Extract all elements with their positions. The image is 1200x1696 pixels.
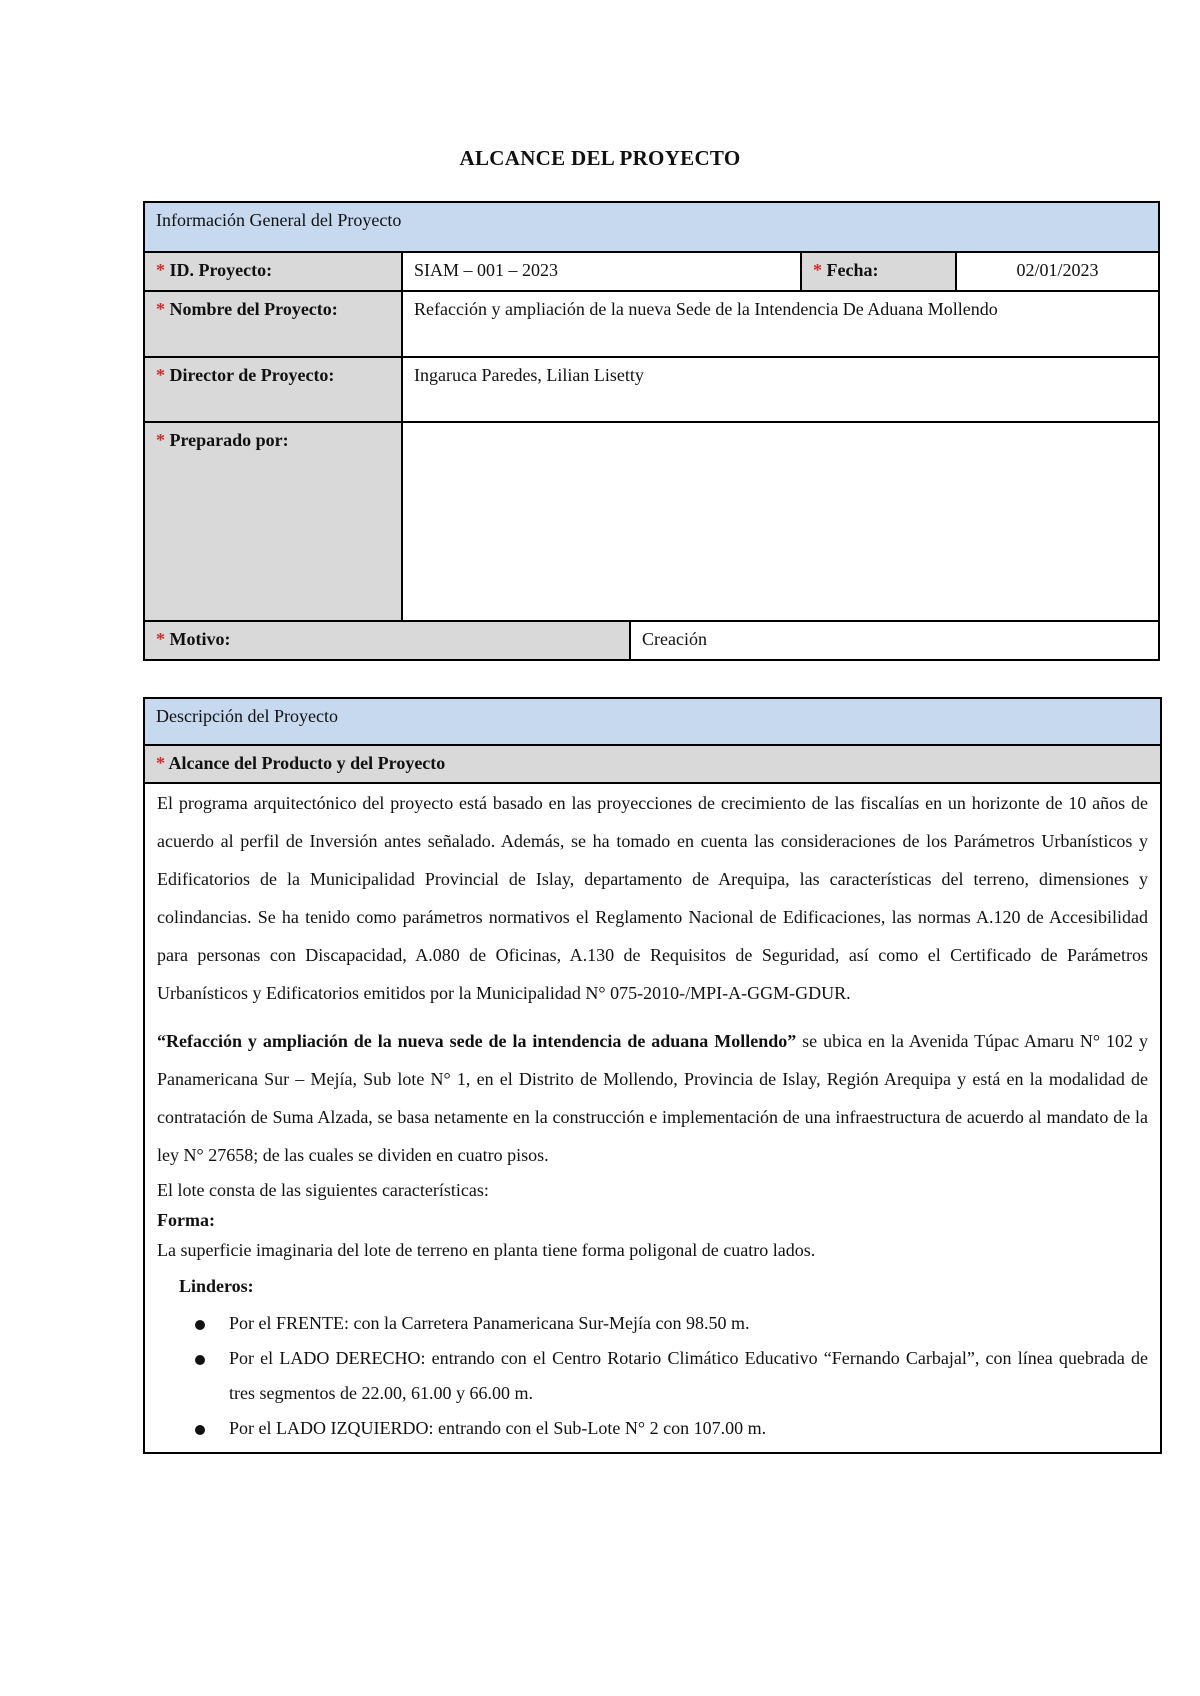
list-item: Por el FRENTE: con la Carretera Panamericana Sur-Mejía con 98.50 m. — [195, 1306, 1148, 1341]
boundaries-label: Linderos: — [179, 1276, 254, 1296]
project-name-label: * Nombre del Proyecto: — [144, 291, 402, 357]
project-name-value: Refacción y ampliación de la nueva Sede de la Intendencia De Aduana Mollendo — [402, 291, 1159, 357]
scope-paragraph-2: “Refacción y ampliación de la nueva sede de la intendencia de aduana Mollendo” se ubica en la Avenida Túpac Amaru N° 102 y Panamericana Sur – Mejía, Sub lote N° 1, en el Distrito de Mollendo, Provincia de Islay, Región Arequipa y está en la modalidad de contratación de Suma Alzada, se basa netamente en la construcción e implementación de una infraestructura de acuerdo al mandato de la ley N° 27658; de las cuales se dividen en cuatro pisos. — [157, 1031, 1148, 1165]
required-mark: * — [156, 753, 165, 773]
required-mark: * — [156, 365, 165, 385]
required-mark: * — [156, 299, 165, 319]
list-item: Por el LADO IZQUIERDO: entrando con el Sub-Lote N° 2 con 107.00 m. — [195, 1411, 1148, 1446]
lot-intro: El lote consta de las siguientes características: — [157, 1180, 489, 1200]
shape-label: Forma: — [157, 1210, 215, 1230]
prepared-by-label: * Preparado por: — [144, 422, 402, 621]
list-item: Por el LADO DERECHO: entrando con el Centro Rotario Climático Educativo “Fernando Carbajal”, con línea quebrada de tres segmentos de 22.00, 61.00 y 66.00 m. — [195, 1341, 1148, 1411]
project-id-value: SIAM – 001 – 2023 — [402, 252, 801, 291]
bullet-icon — [195, 1320, 205, 1330]
bullet-icon — [195, 1425, 205, 1435]
required-mark: * — [156, 430, 165, 450]
boundaries-list — [157, 1306, 1148, 1452]
reason-label: * Motivo: — [144, 621, 630, 660]
project-director-value: Ingaruca Paredes, Lilian Lisetty — [402, 357, 1159, 422]
shape-text: La superficie imaginaria del lote de terreno en planta tiene forma poligonal de cuatro lados. — [157, 1240, 816, 1260]
scope-content — [144, 783, 1161, 1453]
required-mark: * — [156, 629, 165, 649]
project-director-label: * Director de Proyecto: — [144, 357, 402, 422]
description-header: Descripción del Proyecto — [144, 698, 1161, 745]
date-value: 02/01/2023 — [956, 252, 1159, 291]
project-description-table — [143, 697, 1162, 1454]
project-id-label: * ID. Proyecto: — [144, 252, 402, 291]
prepared-by-value — [402, 422, 1159, 621]
required-mark: * — [813, 260, 822, 280]
date-label: * Fecha: — [801, 252, 956, 291]
general-info-table — [143, 201, 1160, 661]
bullet-icon — [195, 1355, 205, 1365]
reason-value: Creación — [630, 621, 1159, 660]
general-info-header: Información General del Proyecto — [144, 202, 1159, 252]
page-title: ALCANCE DEL PROYECTO — [459, 146, 741, 170]
project-name-bold: “Refacción y ampliación de la nueva sede de la intendencia de aduana Mollendo” — [157, 1031, 797, 1051]
scope-paragraph-1: El programa arquitectónico del proyecto está basado en las proyecciones de crecimiento de las fiscalías en un horizonte de 10 años de acuerdo al perfil de Inversión antes señalado. Además, se ha tomado en cuenta las consideraciones de los Parámetros Urbanísticos y Edificatorios de la Municipalidad Provincial de Islay, departamento de Arequipa, las características del terreno, dimensiones y colindancias. Se ha tenido como parámetros normativos el Reglamento Nacional de Edificaciones, las normas A.120 de Accesibilidad para personas con Discapacidad, A.080 de Oficinas, A.130 de Requisitos de Seguridad, así como el Certificado de Parámetros Urbanísticos y Edificatorios emitidos por la Municipalidad N° 075-2010-/MPI-A-GGM-GDUR. — [157, 793, 1148, 1003]
scope-label: * Alcance del Producto y del Proyecto — [144, 745, 1161, 783]
required-mark: * — [156, 260, 165, 280]
